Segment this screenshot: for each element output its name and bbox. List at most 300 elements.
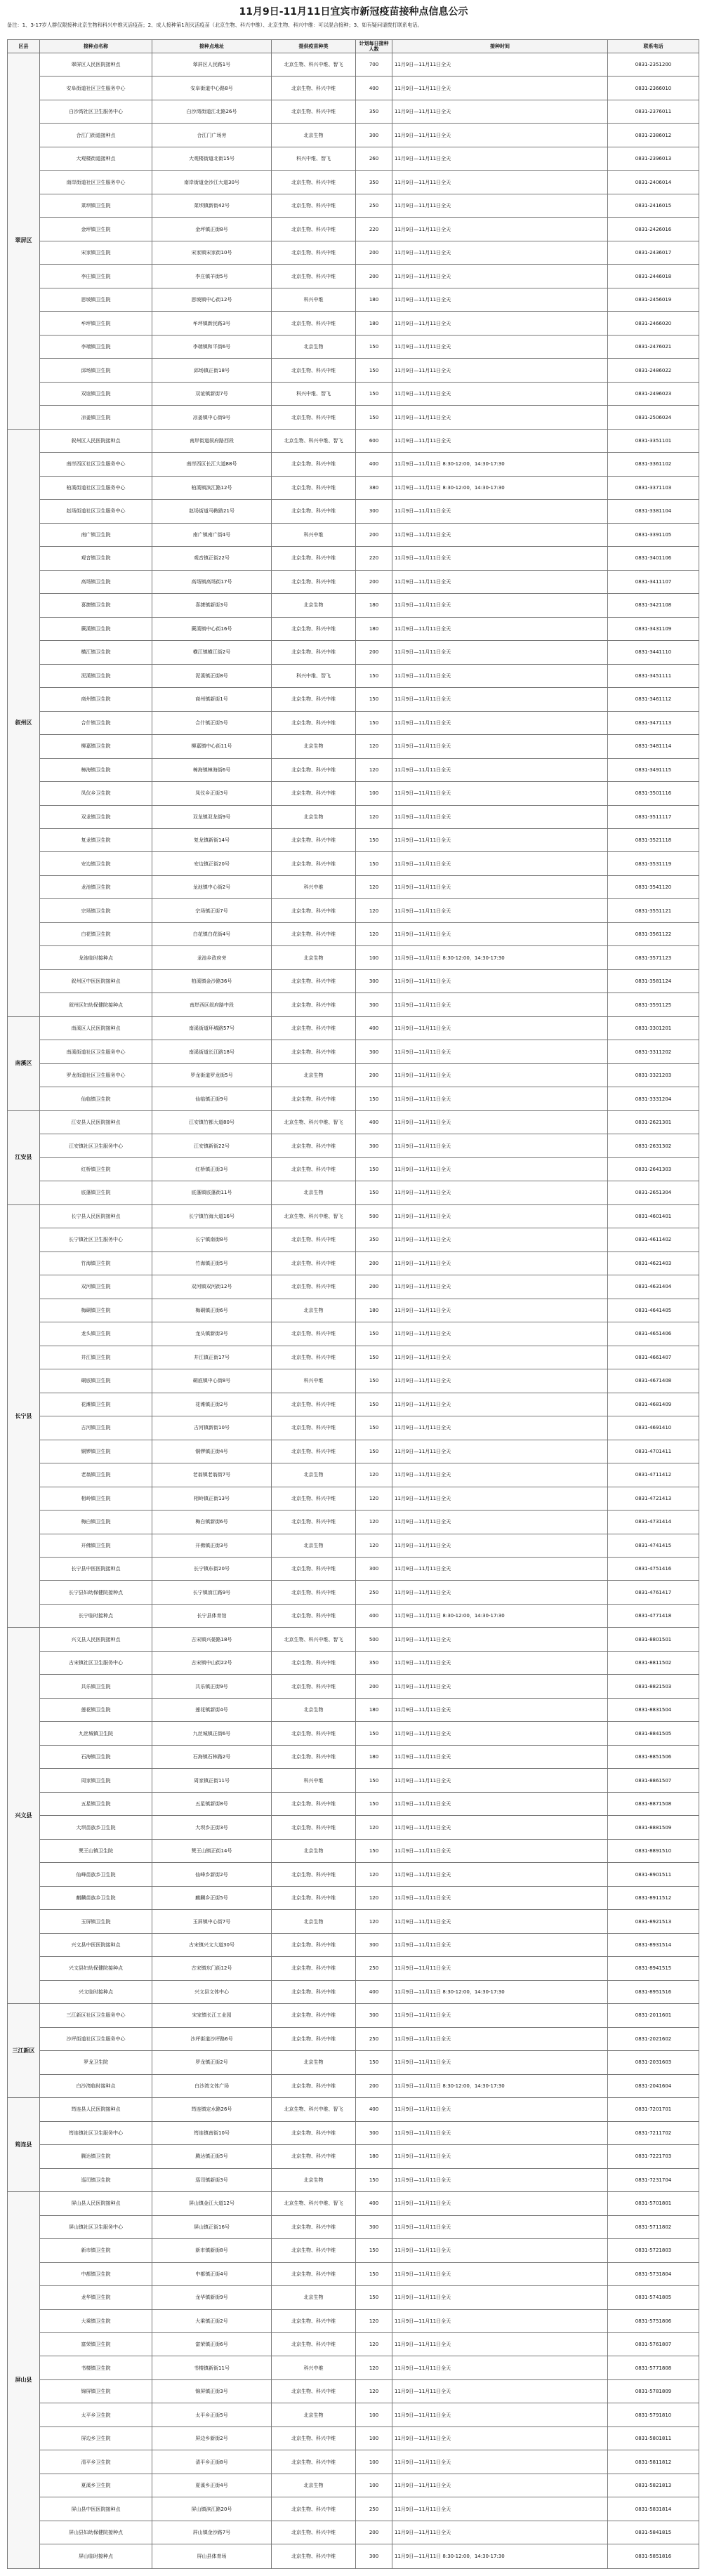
site-address-cell: 蕨溪镇中心街16号 — [152, 617, 272, 640]
daily-capacity-cell: 100 — [356, 2426, 392, 2450]
table-row — [8, 1863, 699, 1886]
table-row — [8, 2474, 699, 2497]
header-district: 区县 — [8, 40, 40, 53]
site-name-cell: 李庄镇卫生院 — [40, 265, 152, 288]
site-name-cell: 喜捷镇卫生院 — [40, 594, 152, 617]
daily-capacity-cell: 380 — [356, 476, 392, 499]
phone-cell: 0831-4711412 — [608, 1463, 699, 1487]
daily-capacity-cell: 150 — [356, 711, 392, 734]
daily-capacity-cell: 180 — [356, 288, 392, 311]
site-address-cell: 长宁镇竹海大道16号 — [152, 1204, 272, 1228]
schedule-cell: 11月9日—11月11日全天 — [392, 1110, 608, 1134]
site-address-cell: 底蓬镇底蓬街11号 — [152, 1181, 272, 1204]
phone-cell: 0831-4721413 — [608, 1487, 699, 1510]
vaccine-types-cell: 北京生物、科兴中维 — [272, 2145, 356, 2168]
vaccine-types-cell: 北京生物、科兴中维 — [272, 1980, 356, 2003]
phone-cell: 0831-8911512 — [608, 1886, 699, 1909]
schedule-cell: 11月9日—11月11日全天 — [392, 2168, 608, 2191]
site-name-cell: 锦屏镇卫生院 — [40, 2379, 152, 2403]
daily-capacity-cell: 180 — [356, 617, 392, 640]
vaccine-types-cell: 北京生物、科兴中维 — [272, 711, 356, 734]
schedule-cell: 11月9日—11月11日全天 — [392, 2332, 608, 2356]
site-address-cell: 井江镇正街17号 — [152, 1346, 272, 1369]
daily-capacity-cell: 350 — [356, 171, 392, 194]
site-name-cell: 相岭镇卫生院 — [40, 1487, 152, 1510]
phone-cell: 0831-4641405 — [608, 1299, 699, 1322]
site-address-cell: 龙华镇新街9号 — [152, 2286, 272, 2309]
site-address-cell: 复龙镇新街14号 — [152, 828, 272, 851]
schedule-cell: 11月9日—11月11日全天 — [392, 2027, 608, 2050]
site-name-cell: 大乘镇卫生院 — [40, 2309, 152, 2332]
schedule-cell: 11月9日—11月11日全天 — [392, 2450, 608, 2474]
table-row — [8, 288, 699, 311]
table-row — [8, 547, 699, 570]
vaccine-types-cell: 北京生物 — [272, 805, 356, 828]
vaccine-types-cell: 北京生物、科兴中维 — [272, 782, 356, 805]
phone-cell: 0831-8931514 — [608, 1933, 699, 1956]
site-name-cell: 底蓬镇卫生院 — [40, 1181, 152, 1204]
daily-capacity-cell: 300 — [356, 2215, 392, 2238]
vaccine-types-cell: 北京生物 — [272, 1839, 356, 1862]
table-row — [8, 2262, 699, 2285]
site-name-cell: 白花镇卫生院 — [40, 922, 152, 945]
table-row — [8, 429, 699, 452]
site-address-cell: 兴文县文体中心 — [152, 1980, 272, 2003]
daily-capacity-cell: 300 — [356, 2004, 392, 2027]
site-address-cell: 仙临镇正街9号 — [152, 1087, 272, 1110]
daily-capacity-cell: 180 — [356, 1745, 392, 1768]
site-name-cell: 安阜街道社区卫生服务中心 — [40, 77, 152, 100]
site-name-cell: 井江镇卫生院 — [40, 1346, 152, 1369]
site-name-cell: 南溪区人民医院接种点 — [40, 1016, 152, 1040]
phone-cell: 0831-3491115 — [608, 758, 699, 781]
phone-cell: 0831-2031603 — [608, 2051, 699, 2074]
phone-cell: 0831-5721803 — [608, 2239, 699, 2262]
site-name-cell: 铜锣镇卫生院 — [40, 1440, 152, 1463]
vaccine-types-cell: 北京生物 — [272, 124, 356, 147]
table-row — [8, 1769, 699, 1792]
phone-cell: 0831-3421108 — [608, 594, 699, 617]
site-name-cell: 兴文县中医医院接种点 — [40, 1933, 152, 1956]
site-address-cell: 龙池乡政府旁 — [152, 946, 272, 969]
daily-capacity-cell: 180 — [356, 2145, 392, 2168]
site-address-cell: 古河镇新街10号 — [152, 1416, 272, 1440]
vaccine-types-cell: 北京生物、科兴中维 — [272, 1157, 356, 1181]
table-row — [8, 1275, 699, 1299]
vaccine-types-cell: 北京生物、科兴中维 — [272, 617, 356, 640]
site-address-cell: 观音镇正街22号 — [152, 547, 272, 570]
site-address-cell: 古宋镇兴晏路18号 — [152, 1628, 272, 1651]
daily-capacity-cell: 150 — [356, 1346, 392, 1369]
schedule-cell: 11月9日—11月11日全天 — [392, 852, 608, 875]
site-address-cell: 开佛镇正街3号 — [152, 1534, 272, 1557]
phone-cell: 0831-4611402 — [608, 1228, 699, 1252]
table-row — [8, 2051, 699, 2074]
site-address-cell: 屏山镇金江大道12号 — [152, 2192, 272, 2215]
schedule-cell: 11月9日—11月11日全天 — [392, 2497, 608, 2521]
site-address-cell: 樟海镇樟海街6号 — [152, 758, 272, 781]
vaccine-types-cell: 科兴中维、智飞 — [272, 147, 356, 170]
daily-capacity-cell: 150 — [356, 1087, 392, 1110]
site-address-cell: 九丝城镇正街6号 — [152, 1722, 272, 1745]
vaccine-types-cell: 北京生物、科兴中维 — [272, 828, 356, 851]
phone-cell: 0831-4731414 — [608, 1511, 699, 1534]
site-name-cell: 南岸西区社区卫生服务中心 — [40, 453, 152, 476]
schedule-cell: 11月9日—11月11日全天 — [392, 1511, 608, 1534]
site-address-cell: 红桥镇正街3号 — [152, 1157, 272, 1181]
schedule-cell: 11月9日—11月11日全天 — [392, 2426, 608, 2450]
daily-capacity-cell: 300 — [356, 2121, 392, 2144]
site-address-cell: 喜捷镇新街3号 — [152, 594, 272, 617]
vaccine-types-cell: 北京生物、科兴中维 — [272, 1651, 356, 1674]
site-address-cell: 南岸街道金沙江大道30号 — [152, 171, 272, 194]
daily-capacity-cell: 200 — [356, 2074, 392, 2097]
site-name-cell: 书楼镇卫生院 — [40, 2356, 152, 2379]
site-address-cell: 大观楼街道北街15号 — [152, 147, 272, 170]
schedule-cell: 11月9日—11月11日 8:30-12:00，14:30-17:30 — [392, 453, 608, 476]
schedule-cell: 11月9日—11月11日全天 — [392, 617, 608, 640]
table-row — [8, 993, 699, 1016]
vaccine-types-cell: 北京生物 — [272, 1698, 356, 1721]
district-cell: 叙州区 — [8, 429, 40, 1016]
vaccine-types-cell: 北京生物、科兴中维 — [272, 1675, 356, 1698]
daily-capacity-cell: 150 — [356, 828, 392, 851]
table-row — [8, 1933, 699, 1956]
daily-capacity-cell: 150 — [356, 2051, 392, 2074]
site-address-cell: 合江门广场旁 — [152, 124, 272, 147]
site-name-cell: 兴文县人民医院接种点 — [40, 1628, 152, 1651]
phone-cell: 0831-3431109 — [608, 617, 699, 640]
table-row — [8, 570, 699, 593]
daily-capacity-cell: 250 — [356, 2497, 392, 2521]
site-address-cell: 合什镇正街5号 — [152, 711, 272, 734]
vaccine-types-cell: 北京生物、科兴中维 — [272, 1511, 356, 1534]
daily-capacity-cell: 120 — [356, 1487, 392, 1510]
schedule-cell: 11月9日—11月11日全天 — [392, 1487, 608, 1510]
schedule-cell: 11月9日—11月11日全天 — [392, 2145, 608, 2168]
schedule-cell: 11月9日—11月11日全天 — [392, 1863, 608, 1886]
schedule-cell: 11月9日—11月11日全天 — [392, 1839, 608, 1862]
phone-cell: 0831-3361102 — [608, 453, 699, 476]
site-address-cell: 龙池镇中心街2号 — [152, 875, 272, 898]
schedule-cell: 11月9日—11月11日全天 — [392, 735, 608, 758]
phone-cell: 0831-4761417 — [608, 1581, 699, 1604]
site-name-cell: 屏山县妇幼保健院接种点 — [40, 2521, 152, 2544]
schedule-cell: 11月9日—11月11日全天 — [392, 2286, 608, 2309]
site-address-cell: 罗龙街道罗龙街5号 — [152, 1063, 272, 1087]
daily-capacity-cell: 180 — [356, 594, 392, 617]
vaccine-types-cell: 北京生物 — [272, 1463, 356, 1487]
schedule-cell: 11月9日—11月11日全天 — [392, 782, 608, 805]
site-address-cell: 筠连镇南街10号 — [152, 2121, 272, 2144]
table-row — [8, 2356, 699, 2379]
site-name-cell: 叙州区妇幼保健院接种点 — [40, 993, 152, 1016]
daily-capacity-cell: 400 — [356, 453, 392, 476]
schedule-cell: 11月9日—11月11日全天 — [392, 711, 608, 734]
daily-capacity-cell: 200 — [356, 523, 392, 546]
site-address-cell: 玉屏镇中心街7号 — [152, 1910, 272, 1933]
site-address-cell: 竹海镇正街5号 — [152, 1252, 272, 1275]
daily-capacity-cell: 200 — [356, 2521, 392, 2544]
vaccine-types-cell: 北京生物、科兴中维 — [272, 852, 356, 875]
table-row — [8, 2544, 699, 2569]
daily-capacity-cell: 150 — [356, 335, 392, 358]
daily-capacity-cell: 250 — [356, 1957, 392, 1980]
schedule-cell: 11月9日—11月11日全天 — [392, 2098, 608, 2121]
daily-capacity-cell: 300 — [356, 2544, 392, 2569]
site-address-cell: 周家镇正街11号 — [152, 1769, 272, 1792]
phone-cell: 0831-4741415 — [608, 1534, 699, 1557]
site-name-cell: 夏溪乡卫生院 — [40, 2474, 152, 2497]
vaccine-types-cell: 北京生物 — [272, 2286, 356, 2309]
site-address-cell: 菜坝镇新街42号 — [152, 194, 272, 217]
site-address-cell: 梅硐镇正街6号 — [152, 1299, 272, 1322]
site-name-cell: 红桥镇卫生院 — [40, 1157, 152, 1181]
phone-cell: 0831-8901511 — [608, 1863, 699, 1886]
table-row — [8, 1816, 699, 1839]
phone-cell: 0831-8831504 — [608, 1698, 699, 1721]
phone-cell: 0831-3451111 — [608, 664, 699, 687]
vaccine-types-cell: 科兴中维 — [272, 875, 356, 898]
schedule-cell: 11月9日—11月11日全天 — [392, 77, 608, 100]
table-row — [8, 171, 699, 194]
table-row — [8, 2239, 699, 2262]
daily-capacity-cell: 150 — [356, 2168, 392, 2191]
phone-cell: 0831-2406014 — [608, 171, 699, 194]
vaccine-types-cell: 北京生物、科兴中维 — [272, 476, 356, 499]
daily-capacity-cell: 400 — [356, 1110, 392, 1134]
schedule-cell: 11月9日—11月11日全天 — [392, 1228, 608, 1252]
phone-cell: 0831-8821503 — [608, 1675, 699, 1698]
schedule-cell: 11月9日—11月11日全天 — [392, 1957, 608, 1980]
vaccine-types-cell: 科兴中维 — [272, 288, 356, 311]
table-row — [8, 124, 699, 147]
daily-capacity-cell: 150 — [356, 406, 392, 429]
table-row — [8, 828, 699, 851]
schedule-cell: 11月9日—11月11日全天 — [392, 1440, 608, 1463]
site-address-cell: 共乐镇正街9号 — [152, 1675, 272, 1698]
site-address-cell: 高场镇高场街17号 — [152, 570, 272, 593]
daily-capacity-cell: 100 — [356, 782, 392, 805]
schedule-cell: 11月9日—11月11日全天 — [392, 2403, 608, 2426]
vaccine-types-cell: 北京生物 — [272, 2403, 356, 2426]
site-name-cell: 双谊镇卫生院 — [40, 382, 152, 405]
vaccine-types-cell: 北京生物、科兴中维 — [272, 312, 356, 335]
site-address-cell: 凉姜镇中心街9号 — [152, 406, 272, 429]
site-address-cell: 双龙镇双龙街9号 — [152, 805, 272, 828]
table-row — [8, 1980, 699, 2003]
site-address-cell: 宋家镇长江工业园 — [152, 2004, 272, 2027]
schedule-cell: 11月9日—11月11日全天 — [392, 1322, 608, 1346]
site-name-cell: 老翁镇卫生院 — [40, 1463, 152, 1487]
schedule-cell: 11月9日—11月11日全天 — [392, 523, 608, 546]
phone-cell: 0831-3471113 — [608, 711, 699, 734]
site-address-cell: 屏山镇金沙路7号 — [152, 2521, 272, 2544]
phone-cell: 0831-2386012 — [608, 124, 699, 147]
site-address-cell: 白花镇白花街4号 — [152, 922, 272, 945]
vaccine-types-cell: 北京生物、科兴中维 — [272, 899, 356, 922]
schedule-cell: 11月9日—11月11日全天 — [392, 2356, 608, 2379]
vaccine-types-cell: 北京生物 — [272, 2168, 356, 2191]
phone-cell: 0831-3541120 — [608, 875, 699, 898]
table-row — [8, 758, 699, 781]
daily-capacity-cell: 120 — [356, 735, 392, 758]
site-name-cell: 凉姜镇卫生院 — [40, 406, 152, 429]
site-address-cell: 柳嘉镇中心街11号 — [152, 735, 272, 758]
schedule-cell: 11月9日—11月11日全天 — [392, 500, 608, 523]
daily-capacity-cell: 150 — [356, 1722, 392, 1745]
daily-capacity-cell: 150 — [356, 2262, 392, 2285]
phone-cell: 0831-7231704 — [608, 2168, 699, 2191]
site-address-cell: 夏溪乡正街4号 — [152, 2474, 272, 2497]
schedule-cell: 11月9日—11月11日全天 — [392, 1722, 608, 1745]
table-row — [8, 664, 699, 687]
vaccine-types-cell: 北京生物、科兴中维 — [272, 2027, 356, 2050]
phone-cell: 0831-5761807 — [608, 2332, 699, 2356]
site-address-cell: 南溪街道环城路57号 — [152, 1016, 272, 1040]
site-address-cell: 相岭镇正街13号 — [152, 1487, 272, 1510]
table-row — [8, 312, 699, 335]
schedule-cell: 11月9日—11月11日全天 — [392, 1204, 608, 1228]
schedule-cell: 11月9日—11月11日全天 — [392, 147, 608, 170]
site-name-cell: 横江镇卫生院 — [40, 641, 152, 664]
daily-capacity-cell: 400 — [356, 77, 392, 100]
phone-cell: 0831-5781809 — [608, 2379, 699, 2403]
vaccine-types-cell: 北京生物、科兴中维 — [272, 194, 356, 217]
table-row — [8, 241, 699, 264]
site-name-cell: 梅硐镇卫生院 — [40, 1299, 152, 1322]
schedule-cell: 11月9日—11月11日全天 — [392, 594, 608, 617]
site-name-cell: 兴文县妇幼保健院接种点 — [40, 1957, 152, 1980]
schedule-cell: 11月9日—11月11日全天 — [392, 664, 608, 687]
vaccine-types-cell: 北京生物、科兴中维 — [272, 77, 356, 100]
daily-capacity-cell: 700 — [356, 53, 392, 77]
site-name-cell: 古宋镇社区卫生服务中心 — [40, 1651, 152, 1674]
schedule-cell: 11月9日—11月11日全天 — [392, 1581, 608, 1604]
site-name-cell: 樟海镇卫生院 — [40, 758, 152, 781]
site-address-cell: 商州镇新街1号 — [152, 688, 272, 711]
site-name-cell: 长宁临时接种点 — [40, 1604, 152, 1627]
daily-capacity-cell: 350 — [356, 1651, 392, 1674]
daily-capacity-cell: 120 — [356, 875, 392, 898]
phone-cell: 0831-3591125 — [608, 993, 699, 1016]
schedule-cell: 11月9日—11月11日全天 — [392, 2262, 608, 2285]
vaccine-types-cell: 北京生物、科兴中维 — [272, 1393, 356, 1416]
schedule-cell: 11月9日—11月11日全天 — [392, 1933, 608, 1956]
table-row — [8, 1487, 699, 1510]
site-name-cell: 邱场镇卫生院 — [40, 359, 152, 382]
schedule-cell: 11月9日—11月11日全天 — [392, 805, 608, 828]
site-name-cell: 五星镇卫生院 — [40, 1792, 152, 1815]
schedule-cell: 11月9日—11月11日全天 — [392, 359, 608, 382]
district-cell: 南溪区 — [8, 1016, 40, 1110]
table-row — [8, 617, 699, 640]
daily-capacity-cell: 180 — [356, 312, 392, 335]
daily-capacity-cell: 300 — [356, 993, 392, 1016]
site-address-cell: 双谊镇新街7号 — [152, 382, 272, 405]
vaccine-types-cell: 北京生物 — [272, 1910, 356, 1933]
table-row — [8, 594, 699, 617]
schedule-cell: 11月9日—11月11日全天 — [392, 1369, 608, 1393]
site-address-cell: 南溪街道长江路18号 — [152, 1040, 272, 1063]
vaccine-types-cell: 北京生物、科兴中维 — [272, 1722, 356, 1745]
table-row — [8, 1628, 699, 1651]
site-address-cell: 书楼镇新街11号 — [152, 2356, 272, 2379]
site-name-cell: 罗龙街道社区卫生服务中心 — [40, 1063, 152, 1087]
phone-cell: 0831-2486022 — [608, 359, 699, 382]
daily-capacity-cell: 150 — [356, 2286, 392, 2309]
daily-capacity-cell: 200 — [356, 570, 392, 593]
site-name-cell: 硐底镇卫生院 — [40, 1369, 152, 1393]
site-name-cell: 金坪镇卫生院 — [40, 218, 152, 241]
site-name-cell: 僰王山镇卫生院 — [40, 1839, 152, 1862]
daily-capacity-cell: 400 — [356, 1604, 392, 1627]
site-name-cell: 观音镇卫生院 — [40, 547, 152, 570]
phone-cell: 0831-4701411 — [608, 1440, 699, 1463]
daily-capacity-cell: 100 — [356, 946, 392, 969]
site-name-cell: 石海镇卫生院 — [40, 1745, 152, 1768]
site-name-cell: 龙头镇卫生院 — [40, 1322, 152, 1346]
daily-capacity-cell: 100 — [356, 2450, 392, 2474]
table-row — [8, 969, 699, 992]
schedule-cell: 11月9日—11月11日全天 — [392, 1769, 608, 1792]
site-address-cell: 南广镇南广街4号 — [152, 523, 272, 546]
table-row — [8, 147, 699, 170]
table-row — [8, 1299, 699, 1322]
phone-cell: 0831-5791810 — [608, 2403, 699, 2426]
site-address-cell: 仙峰乡新街2号 — [152, 1863, 272, 1886]
daily-capacity-cell: 150 — [356, 1769, 392, 1792]
site-address-cell: 白沙湾文体广场 — [152, 2074, 272, 2097]
vaccine-types-cell: 北京生物、科兴中维 — [272, 241, 356, 264]
site-name-cell: 宋家镇卫生院 — [40, 241, 152, 264]
site-address-cell: 腾达镇正街5号 — [152, 2145, 272, 2168]
schedule-cell: 11月9日—11月11日全天 — [392, 1157, 608, 1181]
site-name-cell: 南溪街道社区卫生服务中心 — [40, 1040, 152, 1063]
phone-cell: 0831-4751416 — [608, 1558, 699, 1581]
schedule-cell: 11月9日—11月11日全天 — [392, 1016, 608, 1040]
site-name-cell: 江安镇社区卫生服务中心 — [40, 1134, 152, 1157]
table-row — [8, 1463, 699, 1487]
site-name-cell: 巡司镇卫生院 — [40, 2168, 152, 2191]
phone-cell: 0831-8941515 — [608, 1957, 699, 1980]
district-cell: 屏山县 — [8, 2192, 40, 2569]
table-row — [8, 1675, 699, 1698]
phone-cell: 0831-3371103 — [608, 476, 699, 499]
daily-capacity-cell: 200 — [356, 1275, 392, 1299]
site-name-cell: 罗龙卫生院 — [40, 2051, 152, 2074]
schedule-cell: 11月9日—11月11日全天 — [392, 312, 608, 335]
site-name-cell: 双龙镇卫生院 — [40, 805, 152, 828]
site-name-cell: 大坝苗族乡卫生院 — [40, 1816, 152, 1839]
site-name-cell: 仙峰苗族乡卫生院 — [40, 1863, 152, 1886]
phone-cell: 0831-2456019 — [608, 288, 699, 311]
site-name-cell: 筠连县人民医院接种点 — [40, 2098, 152, 2121]
site-name-cell: 周家镇卫生院 — [40, 1769, 152, 1792]
table-row — [8, 2074, 699, 2097]
table-row — [8, 805, 699, 828]
phone-cell: 0831-8921513 — [608, 1910, 699, 1933]
site-address-cell: 五星镇新街8号 — [152, 1792, 272, 1815]
vaccine-types-cell: 北京生物、科兴中维、智飞 — [272, 2098, 356, 2121]
phone-cell: 0831-4661407 — [608, 1346, 699, 1369]
daily-capacity-cell: 500 — [356, 1204, 392, 1228]
schedule-cell: 11月9日—11月11日 8:30-12:00，14:30-17:30 — [392, 1604, 608, 1627]
site-name-cell: 蕨溪镇卫生院 — [40, 617, 152, 640]
schedule-cell: 11月9日—11月11日全天 — [392, 53, 608, 77]
vaccine-types-cell: 北京生物、科兴中维 — [272, 2262, 356, 2285]
site-address-cell: 罗龙镇正街2号 — [152, 2051, 272, 2074]
